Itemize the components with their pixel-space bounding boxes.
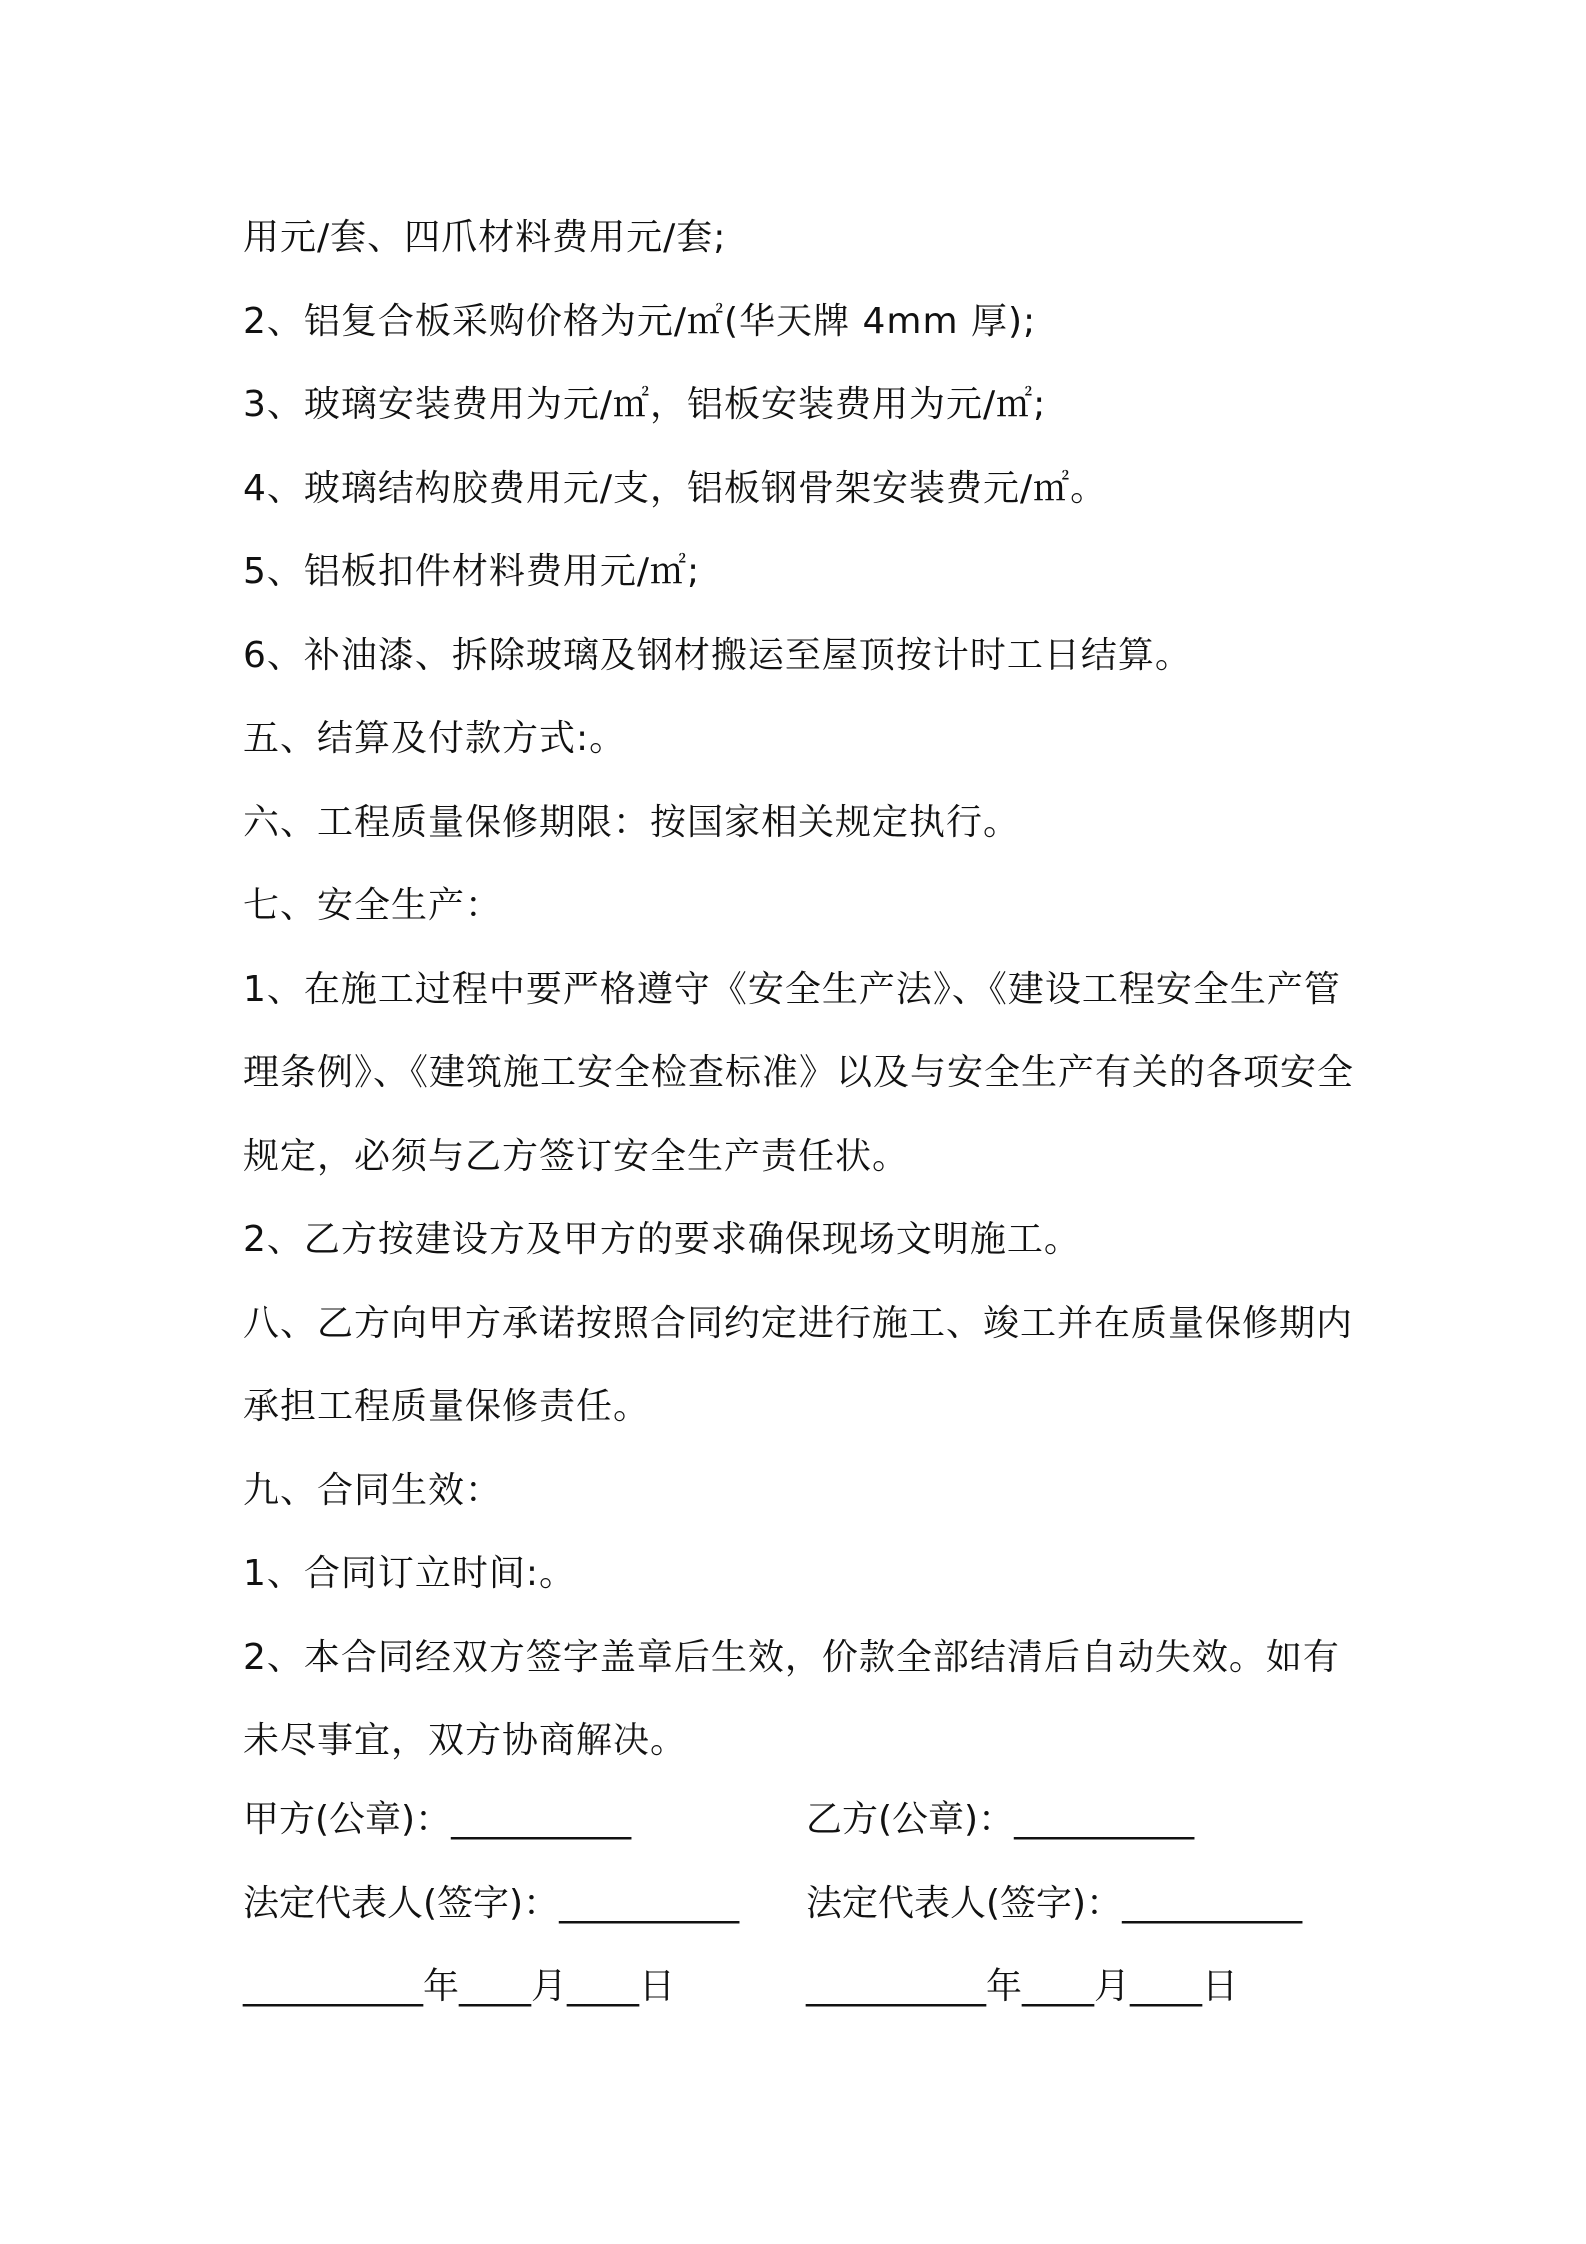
text-line: 2、乙方按建设方及甲方的要求确保现场文明施工。 (243, 1219, 1081, 1260)
party-a-representative-field: 法定代表人(签字)：__________ (243, 1882, 740, 1924)
text-line: 3、玻璃安装费用为元/㎡，铝板安装费用为元/㎡; (243, 384, 1047, 425)
text-line: 用元/套、四爪材料费用元/套; (243, 217, 727, 258)
text-line: 2、铝复合板采购价格为元/㎡(华天牌 4mm 厚); (243, 300, 1037, 342)
text-line: 5、铝板扣件材料费用元/㎡; (243, 551, 701, 592)
text-line: 1、在施工过程中要严格遵守《安全生产法》、《建设工程安全生产管 (243, 968, 1341, 1010)
text-line: 4、玻璃结构胶费用元/支，铝板钢骨架安装费元/㎡。 (243, 467, 1108, 509)
party-a-seal-field: 甲方(公章)：__________ (243, 1799, 632, 1840)
text-line: 承担工程质量保修责任。 (243, 1386, 651, 1427)
section-heading: 五、结算及付款方式:。 (243, 718, 627, 759)
signature-block (243, 1778, 1393, 2029)
text-line: 6、补油漆、拆除玻璃及钢材搬运至屋顶按计时工日结算。 (243, 634, 1192, 676)
text-line: 1、合同订立时间:。 (243, 1553, 577, 1594)
section-heading: 六、工程质量保修期限：按国家相关规定执行。 (243, 801, 1021, 843)
party-b-seal-field: 乙方(公章)：__________ (806, 1799, 1195, 1840)
contract-body (243, 196, 1363, 1783)
text-line: 理条例》、《建筑施工安全检查标准》以及与安全生产有关的各项安全 (243, 1052, 1355, 1093)
section-heading: 九、合同生效： (243, 1469, 503, 1511)
text-line: 2、本合同经双方签字盖章后生效，价款全部结清后自动失效。如有 (243, 1636, 1340, 1678)
date-row (243, 1945, 1393, 2029)
seal-row (243, 1778, 1393, 1862)
text-line: 规定，必须与乙方签订安全生产责任状。 (243, 1135, 910, 1177)
representative-row (243, 1862, 1393, 1946)
party-b-date-field: __________年____月____日 (806, 1966, 1238, 2007)
section-heading: 八、乙方向甲方承诺按照合同约定进行施工、竣工并在质量保修期内 (243, 1302, 1354, 1344)
text-line: 未尽事宜，双方协商解决。 (243, 1720, 688, 1761)
party-b-representative-field: 法定代表人(签字)：__________ (806, 1882, 1303, 1924)
section-heading: 七、安全生产： (243, 885, 503, 926)
party-a-date-field: __________年____月____日 (243, 1966, 675, 2007)
